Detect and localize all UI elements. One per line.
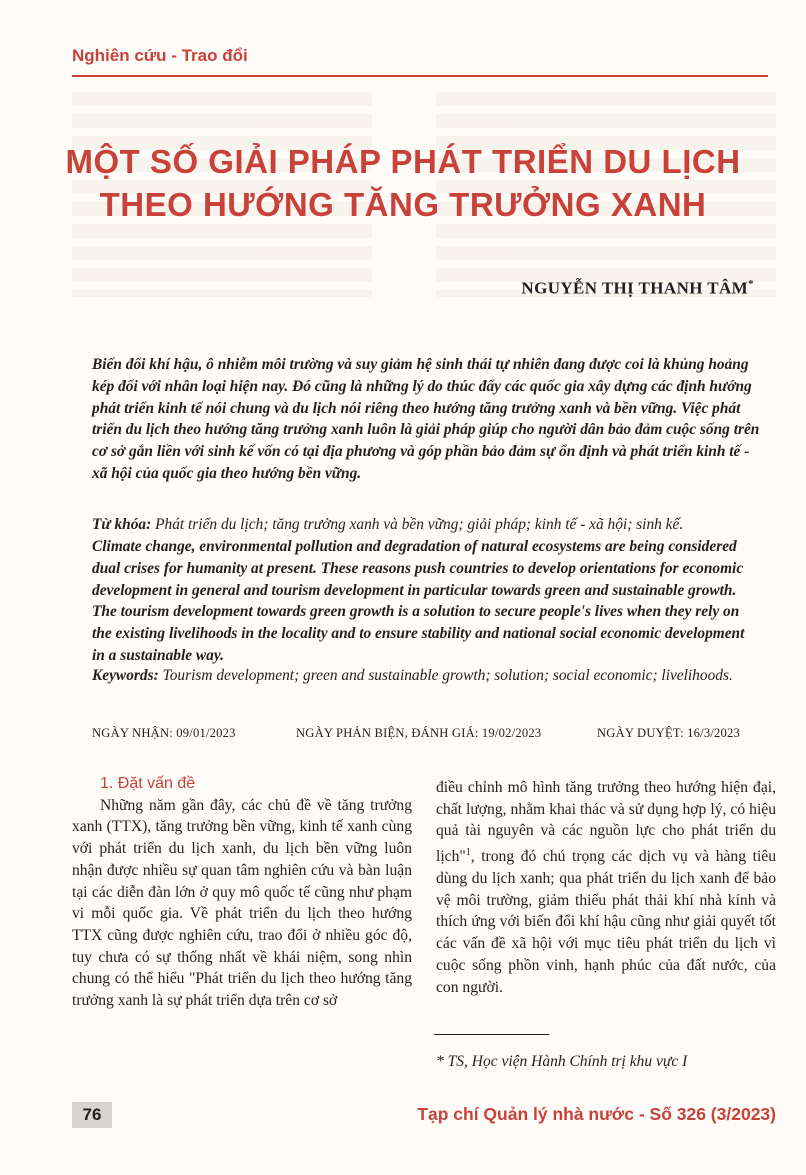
date-approved: NGÀY DUYỆT: 16/3/2023 <box>597 726 741 740</box>
body-paragraph-1: Những năm gần đây, các chủ đề về tăng trưởng xanh (TTX), tăng trưởng bền vững, kinh tế xanh cùng với phát triển du lịch xanh, du lịch bền vững luôn nhận được nhiều sự quan tâm nghiên cứu và bàn luận tại các diễn đàn lớn ở quy mô quốc tế cũng như phạm vi mỗi quốc gia. Về phát triển du lịch theo hướng TTX cũng được nghiên cứu, trao đổi ở nhiều góc độ, tuy chưa có sự thống nhất về khái niệm, song nhìn chung có thể hiểu "Phát triển du lịch theo hướng tăng trưởng xanh là sự phát triển dựa trên cơ sở <box>72 796 412 1010</box>
keywords-vi-label: Từ khóa: <box>92 516 152 533</box>
body-left-column <box>72 773 412 1012</box>
author-name: NGUYỄN THỊ THANH TÂM* <box>521 278 754 298</box>
header-rule <box>72 75 768 77</box>
body-paragraph-2: điều chỉnh mô hình tăng trưởng theo hướng hiện đại, chất lượng, nhằm khai thác và sử dụng hợp lý, có hiệu quả tài nguyên và các nguồn lực cho phát triển du lịch"$^1$, trong đó chú trọng các dịch vụ và hàng tiêu dùng du lịch xanh; qua phát triển du lịch xanh để bảo vệ môi trường, giảm thiểu phát thải khí nhà kính và thích ứng với biến đổi khí hậu cũng như giải quyết tốt các vấn đề xã hội với mục tiêu phát triển du lịch vì cuộc sống phồn vinh, hạnh phúc của đất nước, của con người. <box>436 779 776 996</box>
date-reviewed: NGÀY PHẢN BIỆN, ĐÁNH GIÁ: 19/02/2023 <box>296 726 542 740</box>
citation-ref: 1 <box>465 847 471 859</box>
keywords-vietnamese <box>92 514 760 536</box>
abstract-english: Climate change, environmental pollution and degradation of natural ecosystems are being considered dual crises for humanity at present. These reasons push countries to develop orientations for economic development in general and tourism development in particular towards green and sustainable growth. The tourism development towards green growth is a solution to secure people's lives when they rely on the existing livelihoods in the locality and to ensure stability and national social economic development in a sustainable way. <box>92 538 745 664</box>
section-label: Nghiên cứu - Trao đổi <box>72 46 248 65</box>
abstract-vietnamese: Biến đổi khí hậu, ô nhiễm môi trường và suy giảm hệ sinh thái tự nhiên đang được coi là khủng hoảng kép đối với nhân loại hiện nay. Đó cũng là những lý do thúc đẩy các quốc gia xây dựng các định hướng phát triển kinh tế nói chung và du lịch nói riêng theo hướng tăng trưởng xanh và bền vững. Việc phát triển du lịch theo hướng tăng trưởng xanh luôn là giải pháp giúp cho người dân bảo đảm cuộc sống trên cơ sở gắn liền với sinh kế vốn có tại địa phương và góp phần bảo đảm sự ổn định và phát triển kinh tế - xã hội của quốc gia theo hướng bền vững. <box>92 356 760 482</box>
section-heading: 1. Đặt vấn đề <box>100 775 196 792</box>
keywords-english <box>92 665 760 687</box>
author-footnote: * TS, Học viện Hành Chính trị khu vực I <box>436 1053 688 1070</box>
journal-footer: Tạp chí Quản lý nhà nước - Số 326 (3/2023) <box>417 1104 776 1124</box>
date-received: NGÀY NHẬN: 09/01/2023 <box>92 726 236 740</box>
article-title-line-1: MỘT SỐ GIẢI PHÁP PHÁT TRIỂN DU LỊCH <box>65 143 741 180</box>
article-title-line-2: THEO HƯỚNG TĂNG TRƯỞNG XANH <box>99 186 707 223</box>
page-number: 76 <box>72 1102 112 1128</box>
author-footnote-mark: * <box>748 278 754 290</box>
keywords-vi-text: Phát triển du lịch; tăng trưởng xanh và bền vững; giải pháp; kinh tế - xã hội; sinh kế. <box>155 516 684 533</box>
footnote-rule <box>434 1034 549 1035</box>
keywords-en-label: Keywords: <box>92 667 159 684</box>
body-right-column <box>436 777 776 998</box>
keywords-en-text: Tourism development; green and sustainable growth; solution; social economic; livelihoods. <box>162 667 733 684</box>
